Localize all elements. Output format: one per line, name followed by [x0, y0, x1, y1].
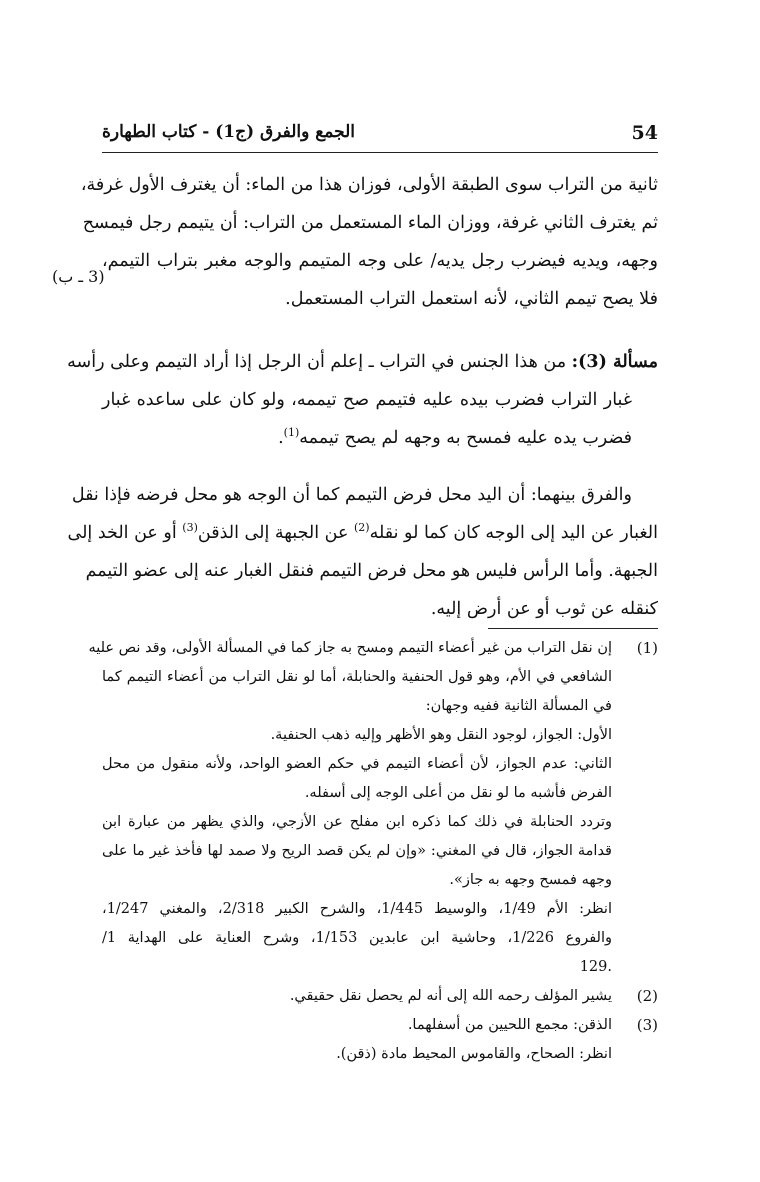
footnotes-section	[88, 634, 658, 1069]
footnote-line: وتردد الحنابلة في ذلك كما ذكره ابن مفلح عن الأزجي، والذي يظهر من عبارة ابن	[102, 814, 612, 830]
text-line	[67, 343, 658, 381]
text-line: ثانية من التراب سوى الطبقة الأولى، فوزان هذا من الماء: أن يغترف الأول غرفة،	[80, 175, 658, 195]
paragraph-issue-3	[67, 343, 658, 457]
text-line: والفرق بينهما: أن اليد محل فرض التيمم كما أن الوجه هو محل فرضه فإذا نقل	[71, 485, 632, 505]
running-title: الجمع والفرق (ج1) - كتاب الطهارة	[102, 122, 355, 142]
footnote-1	[88, 634, 658, 982]
paragraph-difference	[67, 476, 658, 628]
footnote-line: قدامة الجواز، قال في المغني: «وإن لم يكن قصد الريح ولا صمد لها فأخذ غير ما على	[102, 843, 612, 859]
text-line: الجبهة. وأما الرأس فليس هو محل فرض التيمم فنقل الغبار عنه إلى عضو التيمم	[85, 561, 658, 581]
text-line: كنقله عن ثوب أو عن أرض إليه.	[430, 599, 658, 619]
footnote-number: (2)	[636, 987, 658, 1005]
footnote-3	[102, 1011, 658, 1069]
issue-heading: مسألة (3):	[571, 352, 658, 372]
footnote-2	[102, 982, 658, 1011]
text-line: غبار التراب فضرب بيده عليه فتيمم صح تيممه، ولو كان على ساعده غبار	[102, 390, 632, 410]
footnote-line: يشير المؤلف رحمه الله إلى أنه لم يحصل نقل حقيقي.	[289, 988, 612, 1004]
footnote-line: إن نقل التراب من غير أعضاء التيمم ومسح به جاز كما في المسألة الأولى، وقد نص عليه	[88, 640, 612, 656]
text-line: ثم يغترف الثاني غرفة، ووزان الماء المستعمل من التراب: أن يتيمم رجل فيمسح	[82, 213, 658, 233]
footnote-ref-2[interactable]: (2)	[353, 521, 370, 535]
issue-text: من هذا الجنس في التراب ـ إعلم أن الرجل إذا أراد التيمم وعلى رأسه	[67, 352, 572, 372]
issue-text-end: .	[278, 428, 284, 448]
paragraph-water-analogy	[80, 166, 658, 318]
text-line	[102, 419, 658, 457]
footnote-line: الذقن: مجمع اللحيين من أسفلهما.	[407, 1017, 612, 1033]
difference-text: عن الجبهة إلى الذقن	[197, 523, 354, 543]
footnote-number: (3)	[636, 1016, 658, 1034]
manuscript-folio-note: (3 ـ ب)	[52, 267, 105, 286]
text-line: وجهه، ويديه فيضرب رجل يديه/ على وجه المتيمم والوجه مغبر بتراب التيمم،	[102, 251, 658, 271]
footnote-number: (1)	[636, 639, 658, 657]
footnote-ref-3[interactable]: (3)	[182, 521, 198, 535]
text-line: فلا يصح تيمم الثاني، لأنه استعمل التراب المستعمل.	[285, 289, 658, 309]
footnote-line: والفروع 1/226، وحاشية ابن عابدين 1/153، وشرح العناية على الهداية 1/	[102, 930, 612, 946]
footnote-line: الشافعي في الأم، وهو قول الحنفية والحنابلة، أما لو نقل التراب من أعضاء التيمم كما	[102, 669, 612, 685]
footnote-separator	[488, 628, 658, 629]
footnote-line: الفرض فأشبه ما لو نقل من أعلى الوجه إلى أسفله.	[304, 785, 612, 801]
page-number: 54	[631, 122, 658, 144]
footnote-line: وجهه فمسح وجهه به جاز».	[449, 872, 612, 888]
difference-text: الغبار عن اليد إلى الوجه كان كما لو نقله	[369, 523, 658, 543]
footnote-line: الثاني: عدم الجواز، لأن أعضاء التيمم في حكم العضو الواحد، ولأنه منقول من محل	[102, 756, 612, 772]
footnote-line: الأول: الجواز، لوجود النقل وهو الأظهر وإليه ذهب الحنفية.	[270, 727, 612, 743]
footnote-ref-1[interactable]: (1)	[283, 426, 300, 440]
page-header	[102, 118, 658, 153]
text-line	[67, 514, 658, 552]
issue-text: فضرب يده عليه فمسح به وجهه لم يصح تيممه	[299, 428, 632, 448]
footnote-line: في المسألة الثانية ففيه وجهان:	[425, 698, 612, 714]
footnote-line: انظر: الأم 1/49، والوسيط 1/445، والشرح الكبير 2/318، والمغني 1/247،	[102, 901, 612, 917]
difference-text: أو عن الخد إلى	[67, 523, 183, 543]
footnote-line: .129	[579, 959, 612, 975]
footnote-line: انظر: الصحاح، والقاموس المحيط مادة (ذقن).	[336, 1046, 612, 1062]
